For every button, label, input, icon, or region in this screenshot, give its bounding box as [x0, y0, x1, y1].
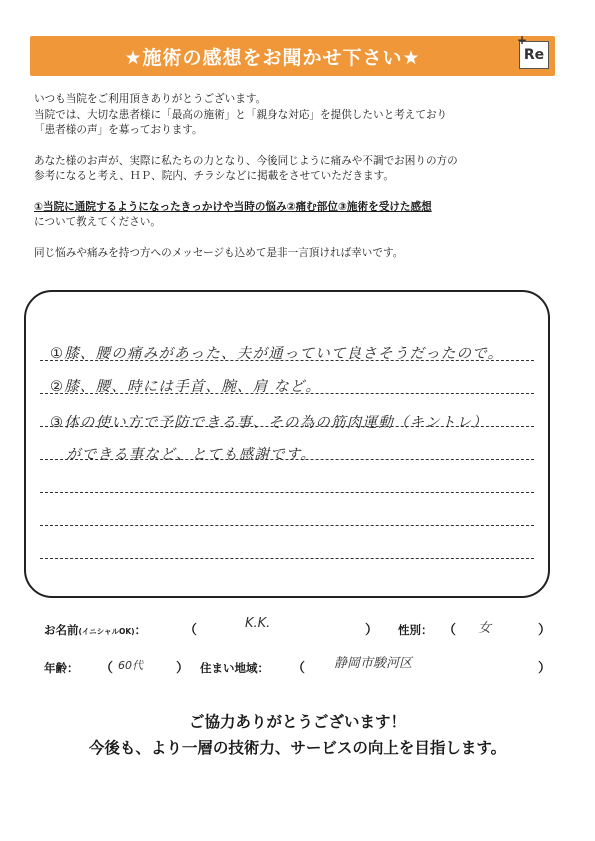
intro-line: 当院では、大切な患者様に「最高の施術」と「親身な対応」を提供したいと考えており	[34, 108, 448, 121]
gender-open-paren: （	[443, 623, 457, 638]
intro-line: いつも当院をご利用頂きありがとうございます。	[34, 93, 267, 105]
intro-line: 「患者様の声」を募っております。	[34, 124, 203, 136]
answer-line: ができる事など、とても感謝です。	[66, 447, 317, 463]
banner-title: ★施術の感想をお聞かせ下さい★	[124, 46, 421, 69]
intro-line: 参考になると考え、ＨＰ、院内、チラシなどに掲載をさせていただきます。	[34, 170, 394, 182]
question-prompt: ①当院に通院するようになったきっかけや当時の悩み②痛む部位③施術を受けた感想	[34, 200, 432, 213]
name-value: K.K.	[245, 616, 271, 631]
gender-value: 女	[478, 621, 492, 636]
area-value: 静岡市駿河区	[334, 656, 413, 671]
gender-close-paren: ）	[538, 623, 552, 638]
intro-line: あなた様のお声が、実際に私たちの力となり、今後同じように痛みや不調でお困りの方の	[34, 154, 458, 167]
area-field-label: 住まい地域：	[200, 661, 269, 675]
age-close-paren: ）	[176, 661, 190, 676]
logo-plus: +	[517, 33, 528, 47]
answer-line: ①膝、腰の痛みがあった、夫が通っていて良さそうだったので。	[50, 346, 504, 362]
age-value: 60代	[118, 659, 143, 672]
writing-line	[40, 492, 534, 493]
brand-logo	[517, 33, 549, 69]
area-open-paren: （	[292, 661, 306, 676]
intro-text	[34, 92, 564, 261]
answer-line: ②膝、腰、時には手首、腕、肩 など。	[50, 379, 322, 395]
intro-line: 同じ悩みや痛みを持つ方へのメッセージも込めて是非一言頂ければ幸いです。	[34, 246, 404, 259]
name-field-label: お名前(イニシャルOK)：	[44, 623, 147, 637]
thanks-line-1: ご協力ありがとうございます！	[188, 713, 406, 731]
age-open-paren: （	[100, 661, 114, 676]
header-banner	[30, 33, 555, 76]
intro-line: について教えてください。	[34, 216, 161, 228]
answer-line: ③体の使い方で予防できる事、その為の筋肉運動（キントレ）	[50, 415, 488, 431]
writing-line	[40, 558, 534, 559]
age-field-label: 年齢：	[44, 661, 79, 675]
name-close-paren: ）	[365, 623, 379, 638]
logo-text: Re	[523, 47, 545, 63]
answer-box	[24, 290, 550, 598]
writing-line	[40, 525, 534, 526]
gender-field-label: 性別：	[398, 623, 433, 637]
thanks-line-2: 今後も、より一層の技術力、サービスの向上を目指します。	[88, 739, 507, 757]
name-open-paren: （	[184, 623, 198, 638]
area-close-paren: ）	[538, 661, 552, 676]
